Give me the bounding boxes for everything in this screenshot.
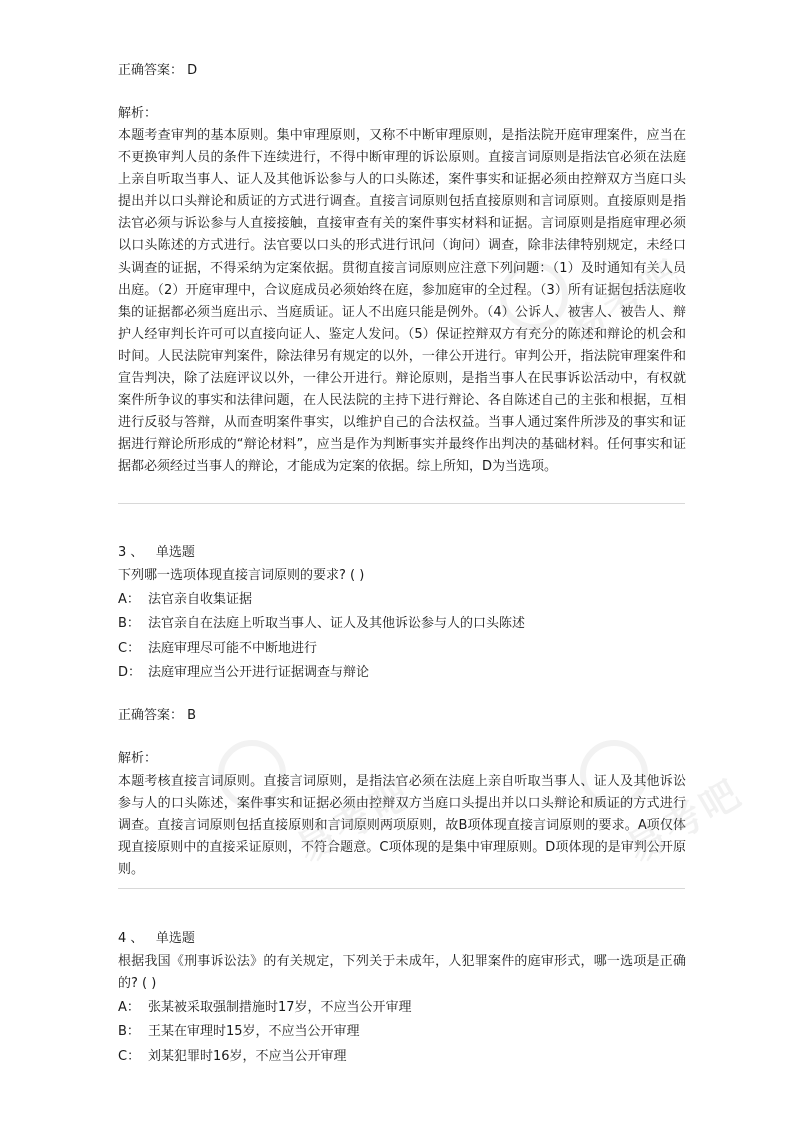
option-text: 法庭审理尽可能不中断地进行: [148, 641, 318, 656]
option-text: 法庭审理应当公开进行证据调查与辩论: [148, 665, 370, 680]
divider: [118, 888, 685, 889]
q3-answer-label: 正确答案：: [118, 708, 184, 723]
option-key: B：: [118, 616, 140, 631]
q4-type: 单选题: [155, 931, 195, 946]
q3-question: 下列哪一选项体现直接言词原则的要求? ( ): [118, 568, 365, 583]
q3-answer: [118, 705, 196, 727]
q2-explanation-text: 本题考查审判的基本原则。集中审理原则，又称不中断审理原则，是指法院开庭审理案件，应当在不更换审判人员的条件下连续进行，不得中断审理的诉讼原则。直接言词原则是指法官必须在法庭上亲自听取当事人、证人及其他诉讼参与人的口头陈述，案件事实和证据必须由控辩双方当庭口头提出并以口头辩论和质证的方式进行调查。直接言词原则包括直接原则和言词原则。直接原则是指法官必须与诉讼参与人直接接触，直接审查有关的案件事实材料和证据。言词原则是指庭审理必须以口头陈述的方式进行。法官要以口头的形式进行讯问（询问）调查，除非法律特别规定，未经口头调查的证据，不得采纳为定案依据。贯彻直接言词原则应注意下列问题：（1）及时通知有关人员出庭。（2）开庭审理中，合议庭成员必须始终在庭，参加庭审的全过程。（3）所有证据包括法庭收集的证据都必须当庭出示、当庭质证。证人不出庭只能是例外。（4）公诉人、被害人、被告人、辩护人经审判长许可可以直接向证人、鉴定人发问。（5）保证控辩双方有充分的陈述和辩论的机会和时间。人民法院审判案件，除法律另有规定的以外，一律公开进行。审判公开，指法院审理案件和宣告判决，除了法庭评议以外，一律公开进行。辩论原则，是指当事人在民事诉讼活动中，有权就案件所争议的事实和法律问题，在人民法院的主持下进行辩论、各自陈述自己的主张和根据，互相进行反驳与答辩，从而查明案件事实，以维护自己的合法权益。当事人通过案件所涉及的事实和证据进行辩论所形成的“辩论材料”，应当是作为判断事实并最终作出判决的基础材料。任何事实和证据都必须经过当事人的辩论，才能成为定案的依据。综上所知，D为当选项。: [118, 128, 686, 475]
q3-header: [118, 542, 195, 564]
option-key: A：: [118, 592, 140, 607]
option-key: C：: [118, 1049, 141, 1064]
watermark-text: 易考吧: [559, 249, 691, 352]
q3-answer-value: B: [187, 708, 197, 723]
watermark-text: 易考吧: [619, 769, 751, 872]
option-key: A：: [118, 1000, 140, 1015]
option-key: B：: [118, 1024, 140, 1039]
q2-answer-label: 正确答案：: [118, 63, 184, 78]
q4-question: 根据我国《刑事诉讼法》的有关规定，下列关于未成年，人犯罪案件的庭审形式，哪一选项是正确的? ( ): [118, 954, 686, 992]
q3-option-b: [118, 613, 525, 635]
option-text: 张某被采取强制措施时17岁，不应当公开审理: [148, 1000, 412, 1015]
q3-option-c: [118, 638, 317, 660]
option-text: 法官亲自在法庭上听取当事人、证人及其他诉讼参与人的口头陈述: [148, 616, 526, 631]
q4-option-c: [118, 1046, 347, 1068]
q4-option-a: [118, 997, 412, 1019]
option-text: 法官亲自收集证据: [148, 592, 253, 607]
q3-number: 3 、: [118, 545, 144, 560]
q2-explanation-label: 解析：: [118, 106, 158, 121]
watermark-text: 易考吧: [289, 769, 421, 872]
q2-answer-value: D: [187, 63, 198, 78]
q2-answer: [118, 60, 197, 82]
q3-explanation-text: 本题考核直接言词原则。直接言词原则，是指法官必须在法庭上亲自听取当事人、证人及其他诉讼参与人的口头陈述，案件事实和证据必须由控辩双方当庭口头提出并以口头辩论和质证的方式进行调查。直接言词原则包括直接原则和言词原则两项原则，故B项体现直接言词原则的要求。A项仅体现直接原则中的直接采证原则，不符合题意。C项体现的是集中审理原则。D项体现的是审判公开原则。: [118, 774, 686, 878]
option-text: 王某在审理时15岁，不应当公开审理: [148, 1024, 360, 1039]
option-key: D：: [118, 665, 142, 680]
q4-number: 4 、: [118, 931, 144, 946]
q3-type: 单选题: [155, 545, 195, 560]
divider: [118, 503, 685, 504]
q3-option-d: [118, 662, 369, 684]
option-text: 刘某犯罪时16岁，不应当公开审理: [148, 1049, 347, 1064]
q3-option-a: [118, 589, 252, 611]
option-key: C：: [118, 641, 141, 656]
q4-option-b: [118, 1021, 360, 1043]
q4-header: [118, 928, 195, 950]
q3-explanation-label: 解析：: [118, 751, 158, 766]
